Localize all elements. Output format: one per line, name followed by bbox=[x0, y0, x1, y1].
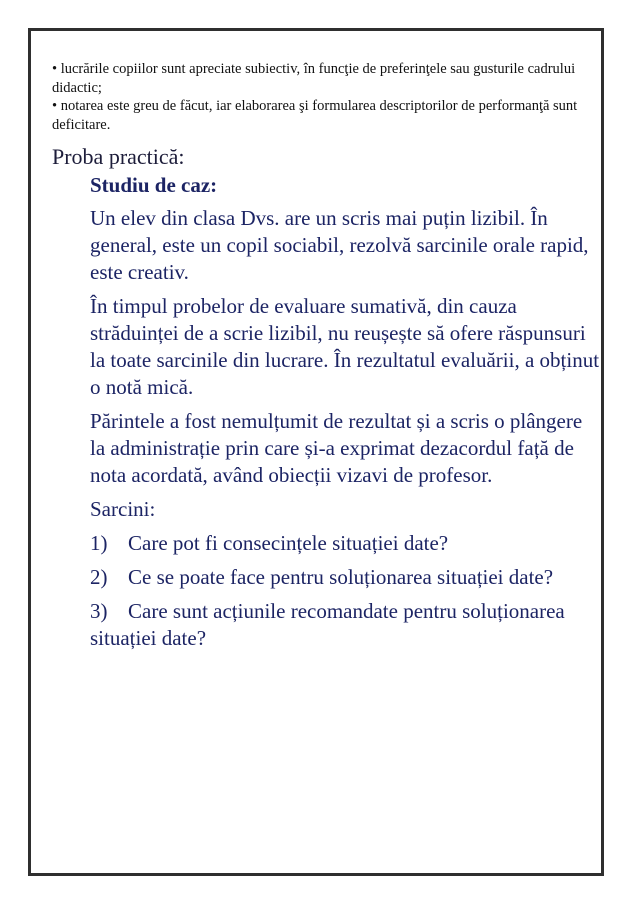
intro-bullet-1: • lucrările copiilor sunt apreciate subiectiv, în funcţie de preferinţele sau gusturile cadrului didactic; bbox=[52, 61, 576, 96]
case-paragraph-1: Un elev din clasa Dvs. are un scris mai puțin lizibil. În general, este un copil sociabil, rezolvă sarcinile orale rapid, este creativ. bbox=[90, 206, 589, 284]
intro-bullet-2: • notarea este greu de făcut, iar elaborarea şi formularea descriptorilor de performanţă sunt deficitare. bbox=[52, 98, 578, 133]
task-number: 3) bbox=[90, 599, 108, 623]
intro-bullets bbox=[52, 60, 592, 134]
tasks-label: Sarcini: bbox=[90, 497, 156, 521]
case-paragraph-3: Părintele a fost nemulțumit de rezultat și a scris o plângere la administrație prin care și-a exprimat dezacordul față de nota acordată, având obiecții vizavi de profesor. bbox=[90, 409, 583, 487]
case-study-title: Studiu de caz: bbox=[90, 173, 218, 197]
task-item-2 bbox=[90, 564, 600, 591]
task-item-1 bbox=[90, 530, 600, 557]
task-text: Care pot fi consecințele situației date? bbox=[128, 531, 449, 555]
task-item-3 bbox=[90, 598, 600, 652]
task-number: 2) bbox=[90, 565, 108, 589]
section-title: Proba practică: bbox=[52, 144, 185, 169]
case-study bbox=[90, 172, 600, 659]
task-text: Care sunt acțiunile recomandate pentru soluționarea situației date? bbox=[90, 599, 565, 650]
case-paragraph-2: În timpul probelor de evaluare sumativă, din cauza străduinței de a scrie lizibil, nu reușește să ofere răspunsuri la toate sarcinile din lucrare. În rezultatul evaluării, a obținut o notă mică. bbox=[90, 294, 600, 399]
task-number: 1) bbox=[90, 531, 108, 555]
task-text: Ce se poate face pentru soluționarea situației date? bbox=[128, 565, 554, 589]
